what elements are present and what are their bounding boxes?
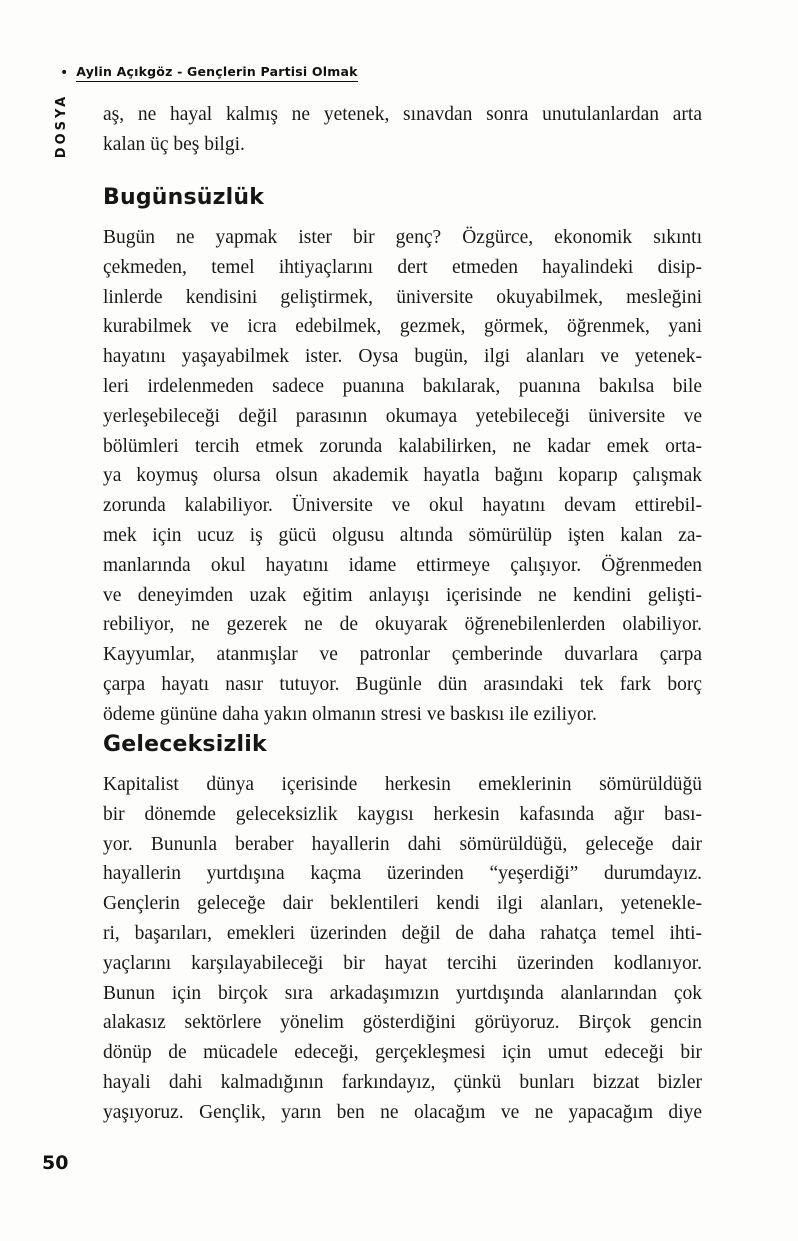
text-line: alakasız sektörlere yönelim gösterdiğini görüyoruz. Birçok gencin <box>103 1012 702 1034</box>
section-heading-geleceksizlik: Geleceksizlik <box>103 732 267 757</box>
text-line: hayallerin yurtdışına kaçma üzerinden “yeşerdiği” durumdayız. <box>103 863 702 885</box>
author-name: Aylin Açıkgöz - <box>76 64 188 79</box>
text-line: kalan üç beş bilgi. <box>103 133 245 155</box>
text-line: manlarında okul hayatını idame ettirmeye çalışıyor. Öğrenmeden <box>103 554 702 576</box>
running-header-text <box>76 64 357 82</box>
intro-paragraph <box>103 100 702 160</box>
text-line: ya koymuş olursa olsun akademik hayatla bağını koparıp çalışmak <box>103 465 702 487</box>
text-line: Kapitalist dünya içerisinde herkesin emeklerinin sömürüldüğü <box>103 774 702 795</box>
dosya-vertical-label: DOSYA <box>54 93 69 159</box>
text-line: mek için ucuz iş gücü olgusu altında sömürülüp işten kalan za- <box>103 524 702 546</box>
text-line: hayali dahi kalmadığının farkındayız, çünkü bunları bizzat bizler <box>103 1071 702 1093</box>
text-line: ri, başarıları, emekleri üzerinden değil de daha rahatça temel ihti- <box>103 922 702 944</box>
book-title: Gençlerin Partisi Olmak <box>187 64 358 79</box>
text-line: Bugün ne yapmak ister bir genç? Özgürce, ekonomik sıkıntı <box>103 227 702 248</box>
text-line: dönüp de mücadele edeceği, gerçekleşmesi için umut edeceği bir <box>103 1042 702 1064</box>
text-line: rebiliyor, ne gezerek ne de okuyarak öğrenebilenlerden olabiliyor. <box>103 614 702 636</box>
text-line: ödeme gününe daha yakın olmanın stresi ve baskısı ile eziliyor. <box>103 703 597 725</box>
text-line: yaşıyoruz. Gençlik, yarın ben ne olacağım ve ne yapacağım diye <box>103 1101 702 1123</box>
text-line: hayatını yaşayabilmek ister. Oysa bugün, ilgi alanları ve yetenek- <box>103 346 702 368</box>
text-line: yerleşebileceği değil parasının okumaya yetebileceği üniversite ve <box>103 405 702 427</box>
text-line: bir dönemde geleceksizlik kaygısı herkesin kafasında ağır bası- <box>103 803 702 825</box>
text-line: çarpa hayatı nasır tutuyor. Bugünle dün arasındaki tek fark borç <box>103 673 702 695</box>
text-line: zorunda kalabiliyor. Üniversite ve okul hayatını devam ettirebil- <box>103 495 702 517</box>
section-heading-bugunsuzluk: Bugünsüzlük <box>103 185 265 210</box>
text-line: yor. Bununla beraber hayallerin dahi sömürüldüğü, geleceğe dair <box>103 833 702 855</box>
text-line: aş, ne hayal kalmış ne yetenek, sınavdan sonra unutulanlardan arta <box>103 104 702 125</box>
section2-paragraph <box>103 770 702 1128</box>
section1-paragraph <box>103 223 702 730</box>
text-line: çekmeden, temel ihtiyaçlarını dert etmeden hayalindeki disip- <box>103 256 702 278</box>
running-header <box>60 64 358 82</box>
text-line: bölümleri tercih etmek zorunda kalabilirken, ne kadar emek orta- <box>103 435 702 457</box>
text-line: Bunun için birçok sıra arkadaşımızın yurtdışında alanlarından çok <box>103 982 702 1004</box>
text-line: Gençlerin geleceğe dair beklentileri kendi ilgi alanları, yetenekle- <box>103 893 702 915</box>
text-line: linlerde kendisini geliştirmek, üniversite okuyabilmek, mesleğini <box>103 286 702 308</box>
text-line: yaçlarını karşılayabileceği bir hayat tercihi üzerinden kodlanıyor. <box>103 952 702 974</box>
bullet-icon: • <box>60 65 69 81</box>
text-line: ve deneyimden uzak eğitim anlayışı içerisinde ne kendini gelişti- <box>103 584 702 606</box>
text-line: kurabilmek ve icra edebilmek, gezmek, görmek, öğrenmek, yani <box>103 316 702 338</box>
page-number: 50 <box>42 1152 69 1174</box>
text-line: leri irdelenmeden sadece puanına bakılarak, puanına bakılsa bile <box>103 375 702 397</box>
text-line: Kayyumlar, atanmışlar ve patronlar çemberinde duvarlara çarpa <box>103 644 702 666</box>
